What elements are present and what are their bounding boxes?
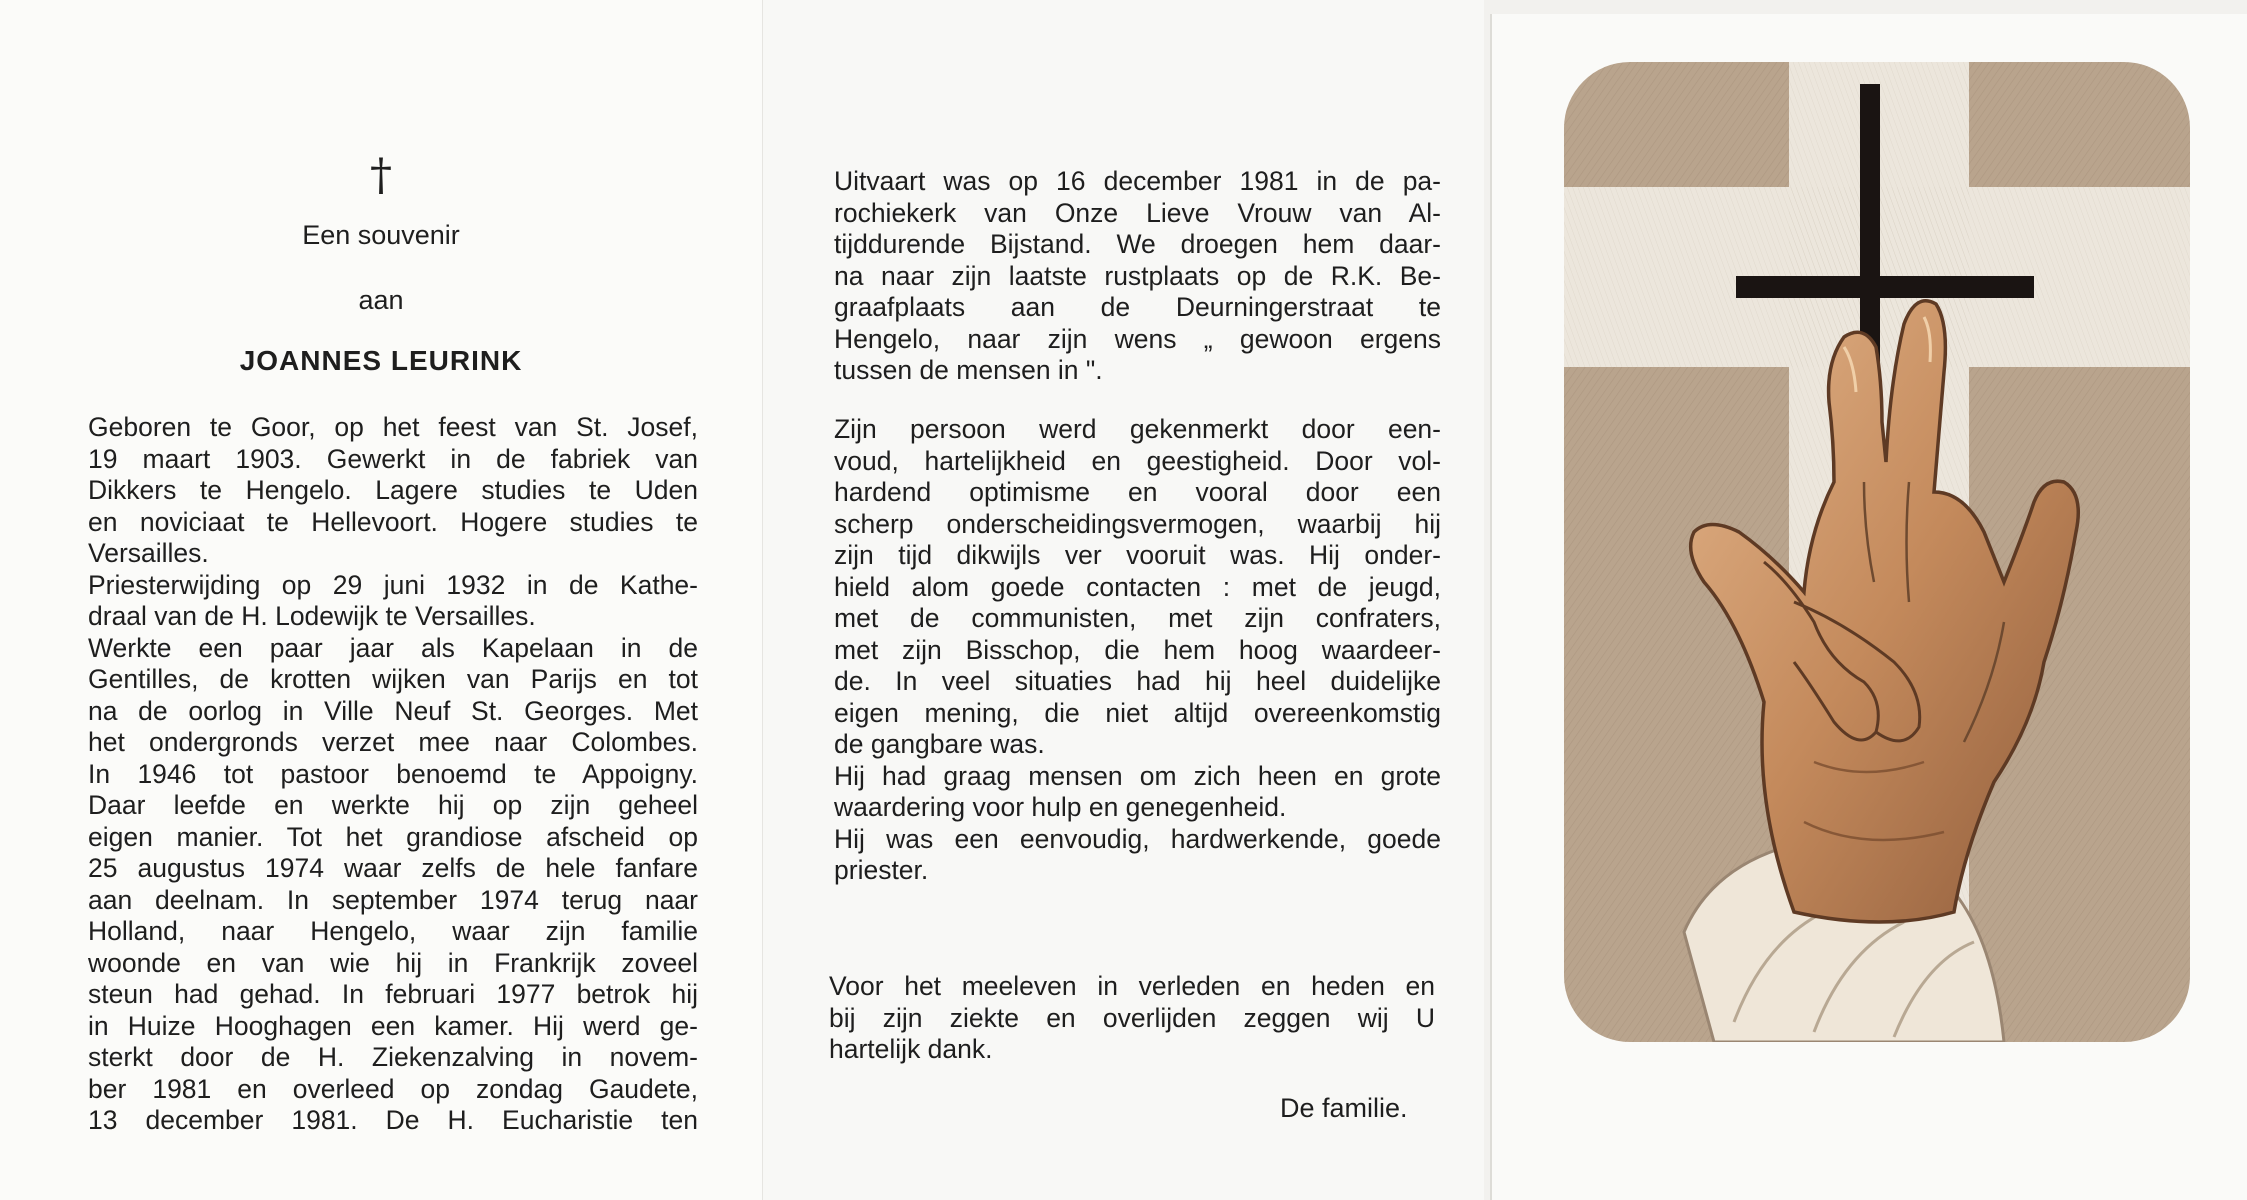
text-line: zijn tijd dikwijls ver vooruit was. Hij onder- xyxy=(834,540,1441,570)
text-line: In 1946 tot pastoor benoemd te Appoigny. xyxy=(88,758,698,789)
text-line: de. In veel situaties had hij heel duidelijke xyxy=(834,666,1441,696)
text-line: scherp onderscheidingsvermogen, waarbij hij xyxy=(834,508,1441,539)
text-line: Dikkers te Hengelo. Lagere studies te Uden xyxy=(88,475,698,505)
text-line: Gentilles, de krotten wijken van Parijs en tot xyxy=(88,664,698,694)
text-line: eigen manier. Tot het grandiose afscheid op xyxy=(88,821,698,852)
text-line: ber 1981 en overleed op zondag Gaudete, xyxy=(88,1073,698,1104)
deceased-name: JOANNES LEURINK xyxy=(239,345,523,376)
text-line: sterkt door de H. Ziekenzalving in novem- xyxy=(88,1042,698,1072)
text-line: met zijn Bisschop, die hem hoog waardeer- xyxy=(834,634,1441,665)
text-line: hield alom goede contacten : met de jeugd, xyxy=(834,571,1441,602)
aan-line: aan xyxy=(358,285,404,315)
text-line: Priesterwijding op 29 juni 1932 in de Kathe- xyxy=(88,569,698,600)
text-line: Daar leefde en werkte hij op zijn geheel xyxy=(88,790,698,820)
text-line: draal van de H. Lodewijk te Versailles. xyxy=(88,601,536,631)
text-line: 13 december 1981. De H. Eucharistie ten xyxy=(88,1105,698,1135)
text-line: in Huize Hooghagen een kamer. Hij werd ge- xyxy=(88,1010,698,1041)
funeral-paragraph xyxy=(834,166,1441,387)
text-line: Voor het meeleven in verleden en heden en xyxy=(829,971,1435,1001)
thanks-paragraph xyxy=(829,971,1435,1066)
text-line: met de communisten, met zijn confraters, xyxy=(834,603,1441,633)
text-line: woonde en van wie hij in Frankrijk zoveel xyxy=(88,947,698,978)
text-line: bij zijn ziekte en overlijden zeggen wij U xyxy=(829,1002,1435,1033)
text-line: aan deelnam. In september 1974 terug naar xyxy=(88,884,698,915)
text-line: voud, hartelijkheid en geestigheid. Door vol- xyxy=(834,445,1441,476)
text-line: Hij had graag mensen om zich heen en grote xyxy=(834,760,1441,791)
text-line: 19 maart 1903. Gewerkt in de fabriek van xyxy=(88,443,698,474)
left-page xyxy=(0,0,762,1200)
text-line: 25 augustus 1974 waar zelfs de hele fanfare xyxy=(88,853,698,883)
text-line: priester. xyxy=(834,855,929,885)
text-line: Geboren te Goor, op het feest van St. Josef, xyxy=(88,412,698,442)
biography-text xyxy=(88,412,698,1137)
text-line: rochiekerk van Onze Lieve Vrouw van Al- xyxy=(834,197,1441,228)
text-line: en noviciaat te Hellevoort. Hogere studies te xyxy=(88,506,698,537)
text-line: Uitvaart was op 16 december 1981 in de pa- xyxy=(834,166,1441,196)
text-line: Hengelo, naar zijn wens „ gewoon ergens xyxy=(834,323,1441,354)
text-line: na naar zijn laatste rustplaats op de R.K. Be- xyxy=(834,260,1441,291)
souvenir-line: Een souvenir xyxy=(302,220,460,250)
text-line: waardering voor hulp en genegenheid. xyxy=(834,792,1287,822)
text-line: het ondergronds verzet mee naar Colombes. xyxy=(88,727,698,757)
text-line: de gangbare was. xyxy=(834,729,1045,759)
text-line: hardend optimisme en vooral door een xyxy=(834,477,1441,507)
text-line: tussen de mensen in ". xyxy=(834,355,1103,385)
text-line: steun had gehad. In februari 1977 betrok hij xyxy=(88,979,698,1009)
right-page xyxy=(1490,14,2247,1200)
text-line: Holland, naar Hengelo, waar zijn familie xyxy=(88,916,698,946)
text-line: Versailles. xyxy=(88,538,209,568)
text-line: hartelijk dank. xyxy=(829,1034,993,1064)
personality-paragraph xyxy=(834,414,1441,887)
text-line: tijddurende Bijstand. We droegen hem daar- xyxy=(834,229,1441,259)
text-line: graafplaats aan de Deurningerstraat te xyxy=(834,292,1441,322)
family-signoff: De familie. xyxy=(1280,1093,1408,1123)
text-line: Zijn persoon werd gekenmerkt door een- xyxy=(834,414,1441,444)
text-line: eigen mening, die niet altijd overeenkomstig xyxy=(834,697,1441,728)
blessing-hand-illustration xyxy=(1564,62,2190,1042)
text-line: na de oorlog in Ville Neuf St. Georges. Met xyxy=(88,695,698,726)
text-line: Hij was een eenvoudig, hardwerkende, goede xyxy=(834,823,1441,854)
cross-symbol: † xyxy=(370,150,392,201)
text-line: Werkte een paar jaar als Kapelaan in de xyxy=(88,632,698,663)
